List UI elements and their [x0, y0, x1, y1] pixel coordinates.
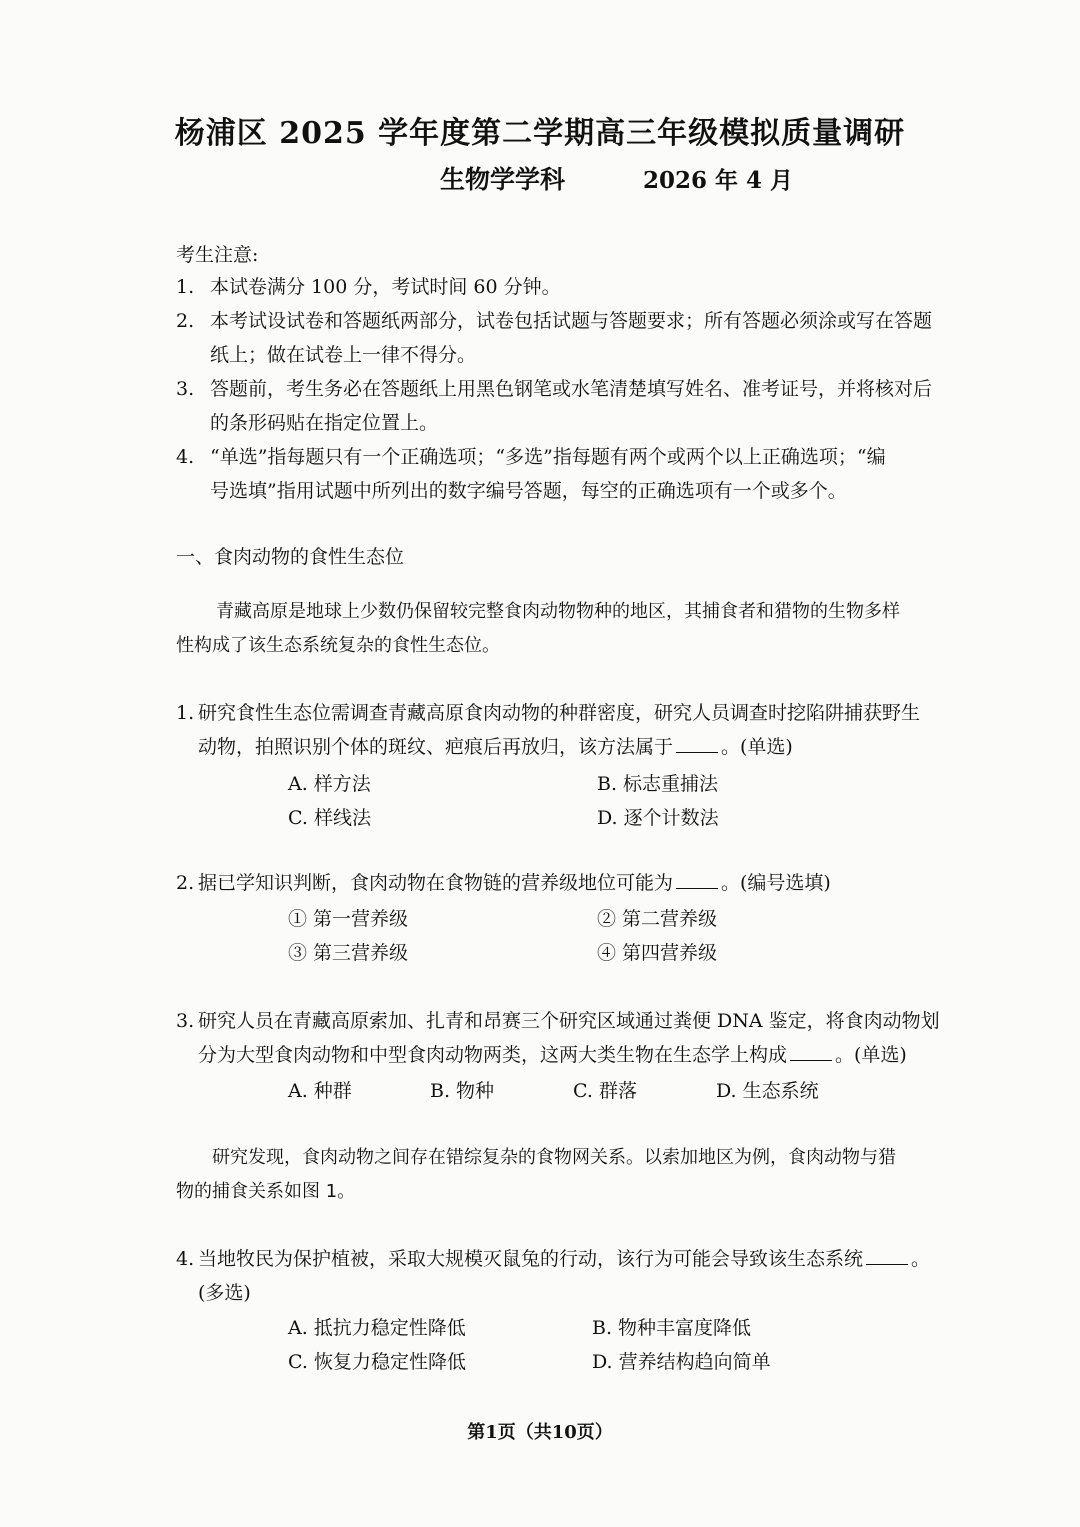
notice-item-2-cont: 纸上；做在试卷上一律不得分。: [210, 344, 477, 366]
question-4: 4. 当地牧民为保护植被，采取大规模灭鼠兔的行动，该行为可能会导致该生态系统 。: [176, 1248, 931, 1270]
q4-option-d: D. 营养结构趋向简单: [592, 1351, 771, 1373]
intro-line-1: 青藏高原是地球上少数仍保留较完整食肉动物物种的地区，其捕食者和猎物的生物多样: [216, 601, 900, 622]
question-1: 1. 研究食性生态位需调查青藏高原食肉动物的种群密度，研究人员调查时挖陷阱捕获野生: [176, 702, 921, 724]
subject: 生物学学科: [440, 165, 566, 194]
q1-option-b: B. 标志重捕法: [597, 773, 719, 795]
question-1-cont: 动物，拍照识别个体的斑纹、疤痕后再放归，该方法属于 。(单选): [198, 736, 793, 758]
answer-blank[interactable]: [866, 1246, 908, 1265]
notice-item-4-cont: 号选填”指用试题中所列出的数字编号答题，每空的正确选项有一个或多个。: [210, 480, 847, 502]
question-3: 3. 研究人员在青藏高原索加、扎青和昂赛三个研究区域通过粪便 DNA 鉴定，将食肉动物划: [176, 1010, 940, 1032]
q3-option-a: A. 种群: [288, 1080, 352, 1102]
answer-blank[interactable]: [676, 870, 718, 889]
q4-option-b: B. 物种丰富度降低: [592, 1317, 752, 1339]
notice-item-3: 3. 答题前，考生务必在答题纸上用黑色钢笔或水笔清楚填写姓名、准考证号，并将核对后: [176, 378, 933, 400]
intro2-line-1: 研究发现，食肉动物之间存在错综复杂的食物网关系。以索加地区为例，食肉动物与猎: [212, 1147, 896, 1168]
question-4-cont: (多选): [198, 1282, 251, 1304]
intro-line-2: 性构成了该生态系统复杂的食性生态位。: [176, 635, 500, 656]
notice-item-3-cont: 的条形码贴在指定位置上。: [210, 412, 439, 434]
q4-option-c: C. 恢复力稳定性降低: [288, 1351, 466, 1373]
answer-blank[interactable]: [676, 734, 718, 753]
page-footer: 第1页（共10页）: [467, 1422, 613, 1443]
q4-option-a: A. 抵抗力稳定性降低: [288, 1317, 466, 1339]
question-3-cont: 分为大型食肉动物和中型食肉动物两类，这两大类生物在生态学上构成 。(单选): [198, 1044, 907, 1066]
intro2-line-2: 物的捕食关系如图 1。: [176, 1181, 356, 1202]
q2-option-3: ③ 第三营养级: [288, 942, 409, 964]
notice-item-4: 4. “单选”指每题只有一个正确选项；“多选”指每题有两个或两个以上正确选项；“编: [176, 446, 886, 468]
answer-blank[interactable]: [790, 1042, 832, 1061]
subject-line: [440, 160, 793, 196]
q2-option-2: ② 第二营养级: [597, 908, 718, 930]
exam-date: 2026 年 4 月: [643, 167, 794, 194]
notice-item-1: 1. 本试卷满分 100 分，考试时间 60 分钟。: [176, 276, 561, 298]
q1-option-c: C. 样线法: [288, 807, 371, 829]
page-title: 杨浦区 2025 学年度第二学期高三年级模拟质量调研: [174, 116, 906, 151]
q1-option-d: D. 逐个计数法: [597, 807, 719, 829]
question-2: 2. 据已学知识判断，食肉动物在食物链的营养级地位可能为 。(编号选填): [176, 872, 831, 894]
notice-heading: 考生注意:: [176, 244, 259, 266]
q3-option-b: B. 物种: [430, 1080, 495, 1102]
notice-item-2: 2. 本考试设试卷和答题纸两部分，试卷包括试题与答题要求；所有答题必须涂或写在答题: [176, 310, 933, 332]
q3-option-c: C. 群落: [573, 1080, 637, 1102]
q2-option-4: ④ 第四营养级: [597, 942, 718, 964]
section-heading: 一、食肉动物的食性生态位: [176, 546, 405, 568]
q1-option-a: A. 样方法: [288, 773, 371, 795]
q3-option-d: D. 生态系统: [716, 1080, 819, 1102]
q2-option-1: ① 第一营养级: [288, 908, 409, 930]
